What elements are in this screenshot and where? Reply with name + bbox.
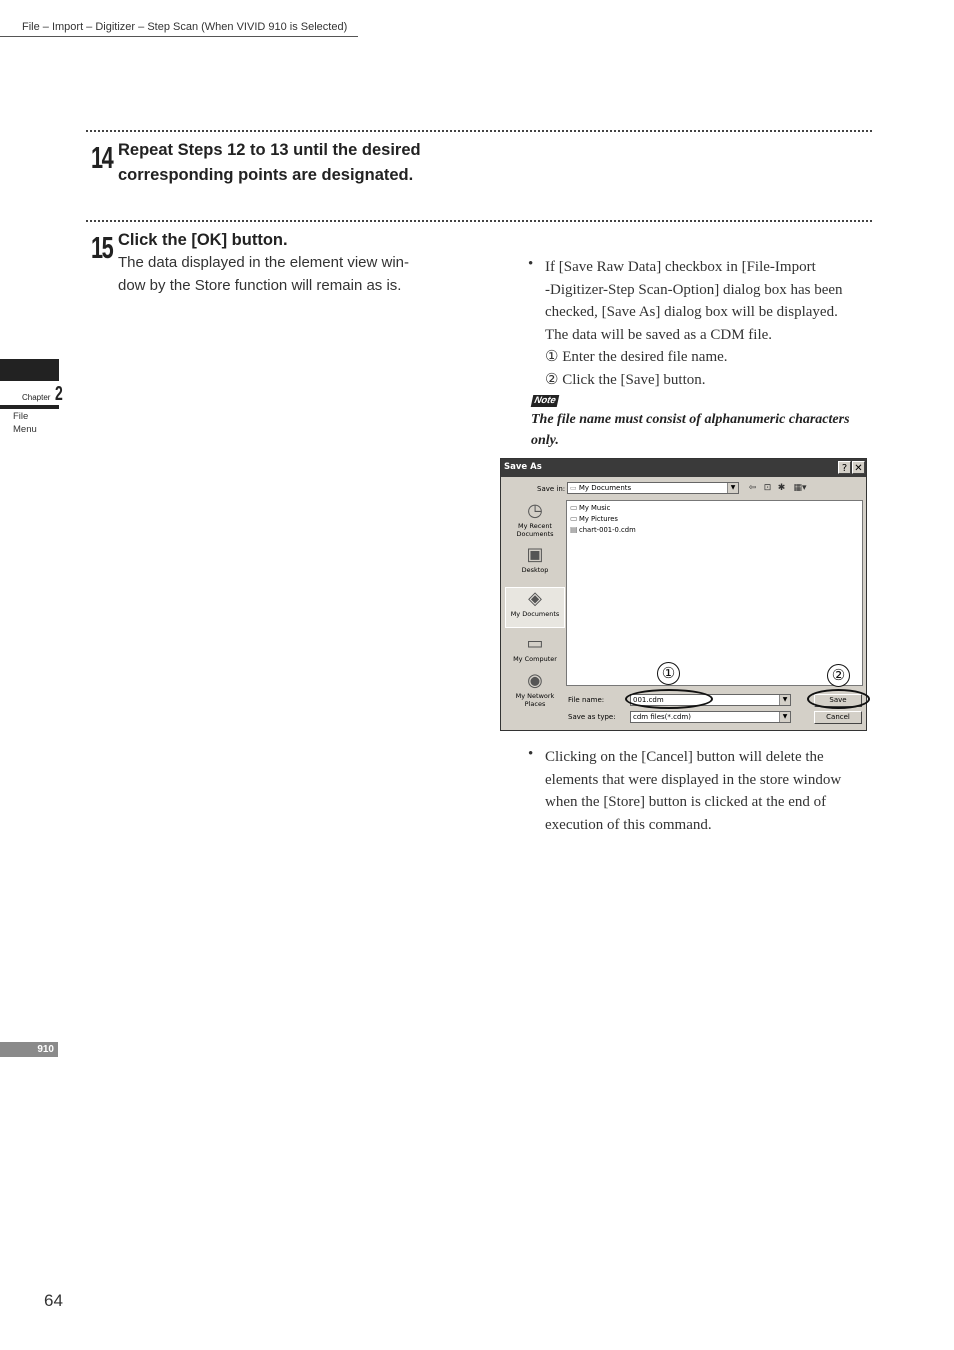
file-name-label: File name: (568, 696, 605, 704)
substep: ② Click the [Save] button. (545, 371, 706, 388)
chapter-number: 2 (54, 383, 63, 405)
save-as-dialog (500, 458, 867, 731)
help-icon[interactable]: ? (838, 461, 851, 474)
cancel-button[interactable]: Cancel (814, 711, 862, 724)
back-icon[interactable]: ⇦ (748, 483, 757, 493)
place-label: My Computer (513, 655, 557, 663)
place-my-documents[interactable] (505, 587, 565, 628)
step-title (118, 138, 421, 188)
my-computer-icon: ▭ (526, 633, 544, 654)
list-item[interactable] (570, 503, 610, 513)
my-documents-icon: ◈ (528, 588, 542, 609)
bullet-text (545, 746, 875, 836)
chapter-tab-bar (0, 359, 59, 381)
substep: ① Enter the desired file name. (545, 349, 728, 365)
step-body-line: dow by the Store function will remain as is. (118, 277, 402, 294)
file-name-value: 001.cdm (633, 696, 664, 704)
section-label (13, 410, 37, 436)
place-label: My Network (515, 692, 555, 700)
bullet-line: when the [Store] button is clicked at the end of (545, 794, 827, 810)
dialog-title-bar (501, 459, 866, 477)
view-menu-icon[interactable]: ▦▾ (793, 483, 807, 493)
save-button[interactable]: Save (814, 694, 862, 707)
place-label: Desktop (521, 566, 549, 574)
save-in-value: My Documents (578, 484, 632, 492)
callout-ellipse-file-name (625, 689, 713, 709)
step-divider (86, 130, 872, 132)
places-bar (505, 499, 565, 727)
step-number: 15 (91, 230, 113, 265)
step-title-line: corresponding points are designated. (118, 166, 414, 184)
place-label: My Recent (518, 522, 552, 530)
note-tag: Note (531, 395, 560, 407)
network-places-icon: ◉ (527, 670, 543, 691)
step-title: Click the [OK] button. (118, 231, 288, 249)
place-desktop[interactable] (505, 545, 565, 574)
place-label: Documents (516, 530, 554, 538)
folder-icon: ▭ (570, 503, 578, 512)
folder-icon: ▭ (570, 484, 577, 492)
step-title-line: Repeat Steps 12 to 13 until the desired (118, 141, 421, 159)
section-label-line: Menu (13, 424, 37, 435)
callout-number: ① (657, 662, 680, 685)
note-text (531, 409, 871, 451)
recent-documents-icon: ◷ (527, 500, 543, 521)
page-number: 64 (44, 1291, 63, 1310)
chapter-word: Chapter (22, 393, 51, 402)
bullet-line: checked, [Save As] dialog box will be displayed. (545, 304, 838, 320)
list-item[interactable] (570, 525, 636, 535)
place-label: Places (524, 700, 546, 708)
chapter-rule (0, 405, 59, 409)
save-type-dropdown[interactable] (630, 711, 791, 723)
place-label: My Documents (510, 610, 560, 618)
header-rule (0, 36, 358, 37)
new-folder-icon[interactable]: ✱ (777, 483, 786, 493)
breadcrumb: File – Import – Digitizer – Step Scan (When VIVID 910 is Selected) (22, 21, 348, 33)
save-in-label: Save in: (537, 485, 566, 493)
list-item[interactable] (570, 514, 618, 524)
file-item-label: My Music (579, 504, 611, 512)
chapter-label (22, 384, 66, 405)
step-body (118, 251, 409, 297)
place-recent[interactable] (505, 501, 565, 538)
save-in-dropdown[interactable] (567, 482, 739, 494)
chevron-down-icon: ▼ (727, 483, 738, 493)
file-list[interactable] (566, 500, 863, 686)
note-line: The file name must consist of alphanumeric characters (531, 412, 850, 427)
section-label-line: File (13, 411, 29, 422)
bullet-line: execution of this command. (545, 816, 712, 833)
bullet-marker: • (528, 746, 534, 762)
bullet-line: The data will be saved as a CDM file. (545, 326, 773, 343)
desktop-icon: ▣ (526, 544, 544, 565)
place-my-computer[interactable] (505, 634, 565, 663)
callout-number: ② (827, 664, 850, 687)
save-type-value: cdm files(*.cdm) (633, 713, 691, 721)
dialog-title: Save As (504, 462, 542, 472)
file-item-label: My Pictures (579, 515, 618, 523)
bullet-line: Clicking on the [Cancel] button will delete the (545, 749, 824, 765)
step-body-line: The data displayed in the element view win- (118, 254, 409, 271)
model-tab: 910 (0, 1042, 58, 1057)
callout-ellipse-save (807, 689, 870, 709)
step-divider (86, 220, 872, 222)
bullet-marker: • (528, 256, 534, 272)
bullet-line: If [Save Raw Data] checkbox in [File-Import (545, 259, 816, 275)
close-icon[interactable]: ✕ (852, 461, 865, 474)
save-type-label: Save as type: (568, 713, 616, 721)
file-item-label: chart-001-0.cdm (579, 526, 636, 534)
up-folder-icon[interactable]: ⊡ (763, 483, 772, 493)
folder-icon: ▭ (570, 514, 578, 523)
place-network[interactable] (505, 671, 565, 708)
chevron-down-icon: ▼ (779, 695, 790, 705)
file-icon: ▤ (570, 525, 578, 534)
step-number: 14 (91, 140, 113, 175)
bullet-line: -Digitizer-Step Scan-Option] dialog box has been (545, 281, 843, 298)
chevron-down-icon: ▼ (779, 712, 790, 722)
note-line: only. (531, 433, 559, 448)
bullet-text (545, 256, 875, 391)
bullet-line: elements that were displayed in the store window (545, 771, 842, 788)
